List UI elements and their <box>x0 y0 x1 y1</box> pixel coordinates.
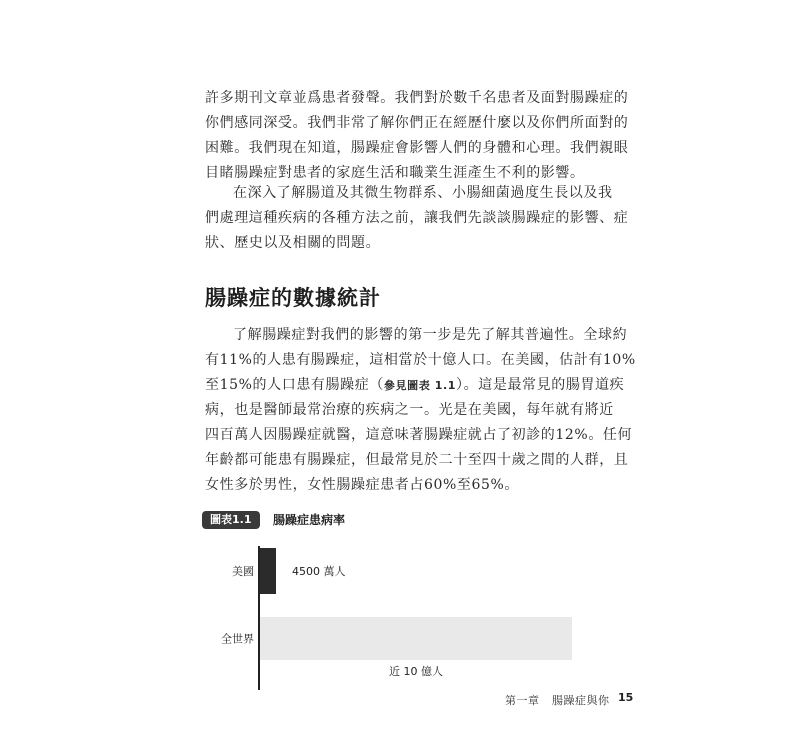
text-line: 困難。我們現在知道，腸躁症會影響人們的身體和心理。我們親眼 <box>205 140 629 156</box>
text-line: 女性多於男性，女性腸躁症患者占60%至65%。 <box>205 477 520 493</box>
text-line: 有11%的人患有腸躁症，這相當於十億人口。在美國，估計有10% <box>205 352 636 368</box>
text-segment: ）。這是最常見的腸胃道疾 <box>456 377 625 393</box>
section-heading: 腸躁症的數據統計 <box>205 286 381 310</box>
figure-reference: 參見圖表 1.1 <box>383 379 457 392</box>
bar-1 <box>260 617 572 660</box>
figure-title: 腸躁症患病率 <box>273 513 346 527</box>
text-line: 四百萬人因腸躁症就醫，這意味著腸躁症就占了初診的12%。任何 <box>205 427 633 443</box>
text-line: 狀、歷史以及相關的問題。 <box>205 235 381 251</box>
footer-book-title: 腸躁症與你 <box>552 694 610 707</box>
text-line: 年齡都可能患有腸躁症，但最常見於二十至四十歲之間的人群，且 <box>205 452 629 468</box>
text-line: 病，也是醫師最常治療的疾病之一。光是在美國，每年就有將近 <box>205 402 614 418</box>
text-line: 在深入了解腸道及其微生物群系、小腸細菌過度生長以及我 <box>233 185 613 201</box>
data-label: 近 10 億人 <box>389 665 443 678</box>
category-label: 全世界 <box>221 632 254 646</box>
footer-chapter: 第一章 <box>505 694 540 707</box>
figure-badge: 圖表1.1 <box>202 511 260 529</box>
text-line: 許多期刊文章並爲患者發聲。我們對於數千名患者及面對腸躁症的 <box>205 90 629 106</box>
category-label: 美國 <box>232 565 254 578</box>
text-line: 你們感同深受。我們非常了解你們正在經歷什麼以及你們所面對的 <box>205 115 629 131</box>
text-line: 們處理這種疾病的各種方法之前，讓我們先談談腸躁症的影響、症 <box>205 210 629 226</box>
text-segment: 至15%的人口患有腸躁症（ <box>205 377 384 393</box>
bar-0 <box>260 548 276 594</box>
data-label: 4500 萬人 <box>292 565 346 578</box>
page-number: 15 <box>618 691 634 704</box>
text-line: 目睹腸躁症對患者的家庭生活和職業生涯產生不利的影響。 <box>205 165 585 181</box>
text-line: 了解腸躁症對我們的影響的第一步是先了解其普遍性。全球約 <box>233 327 628 343</box>
